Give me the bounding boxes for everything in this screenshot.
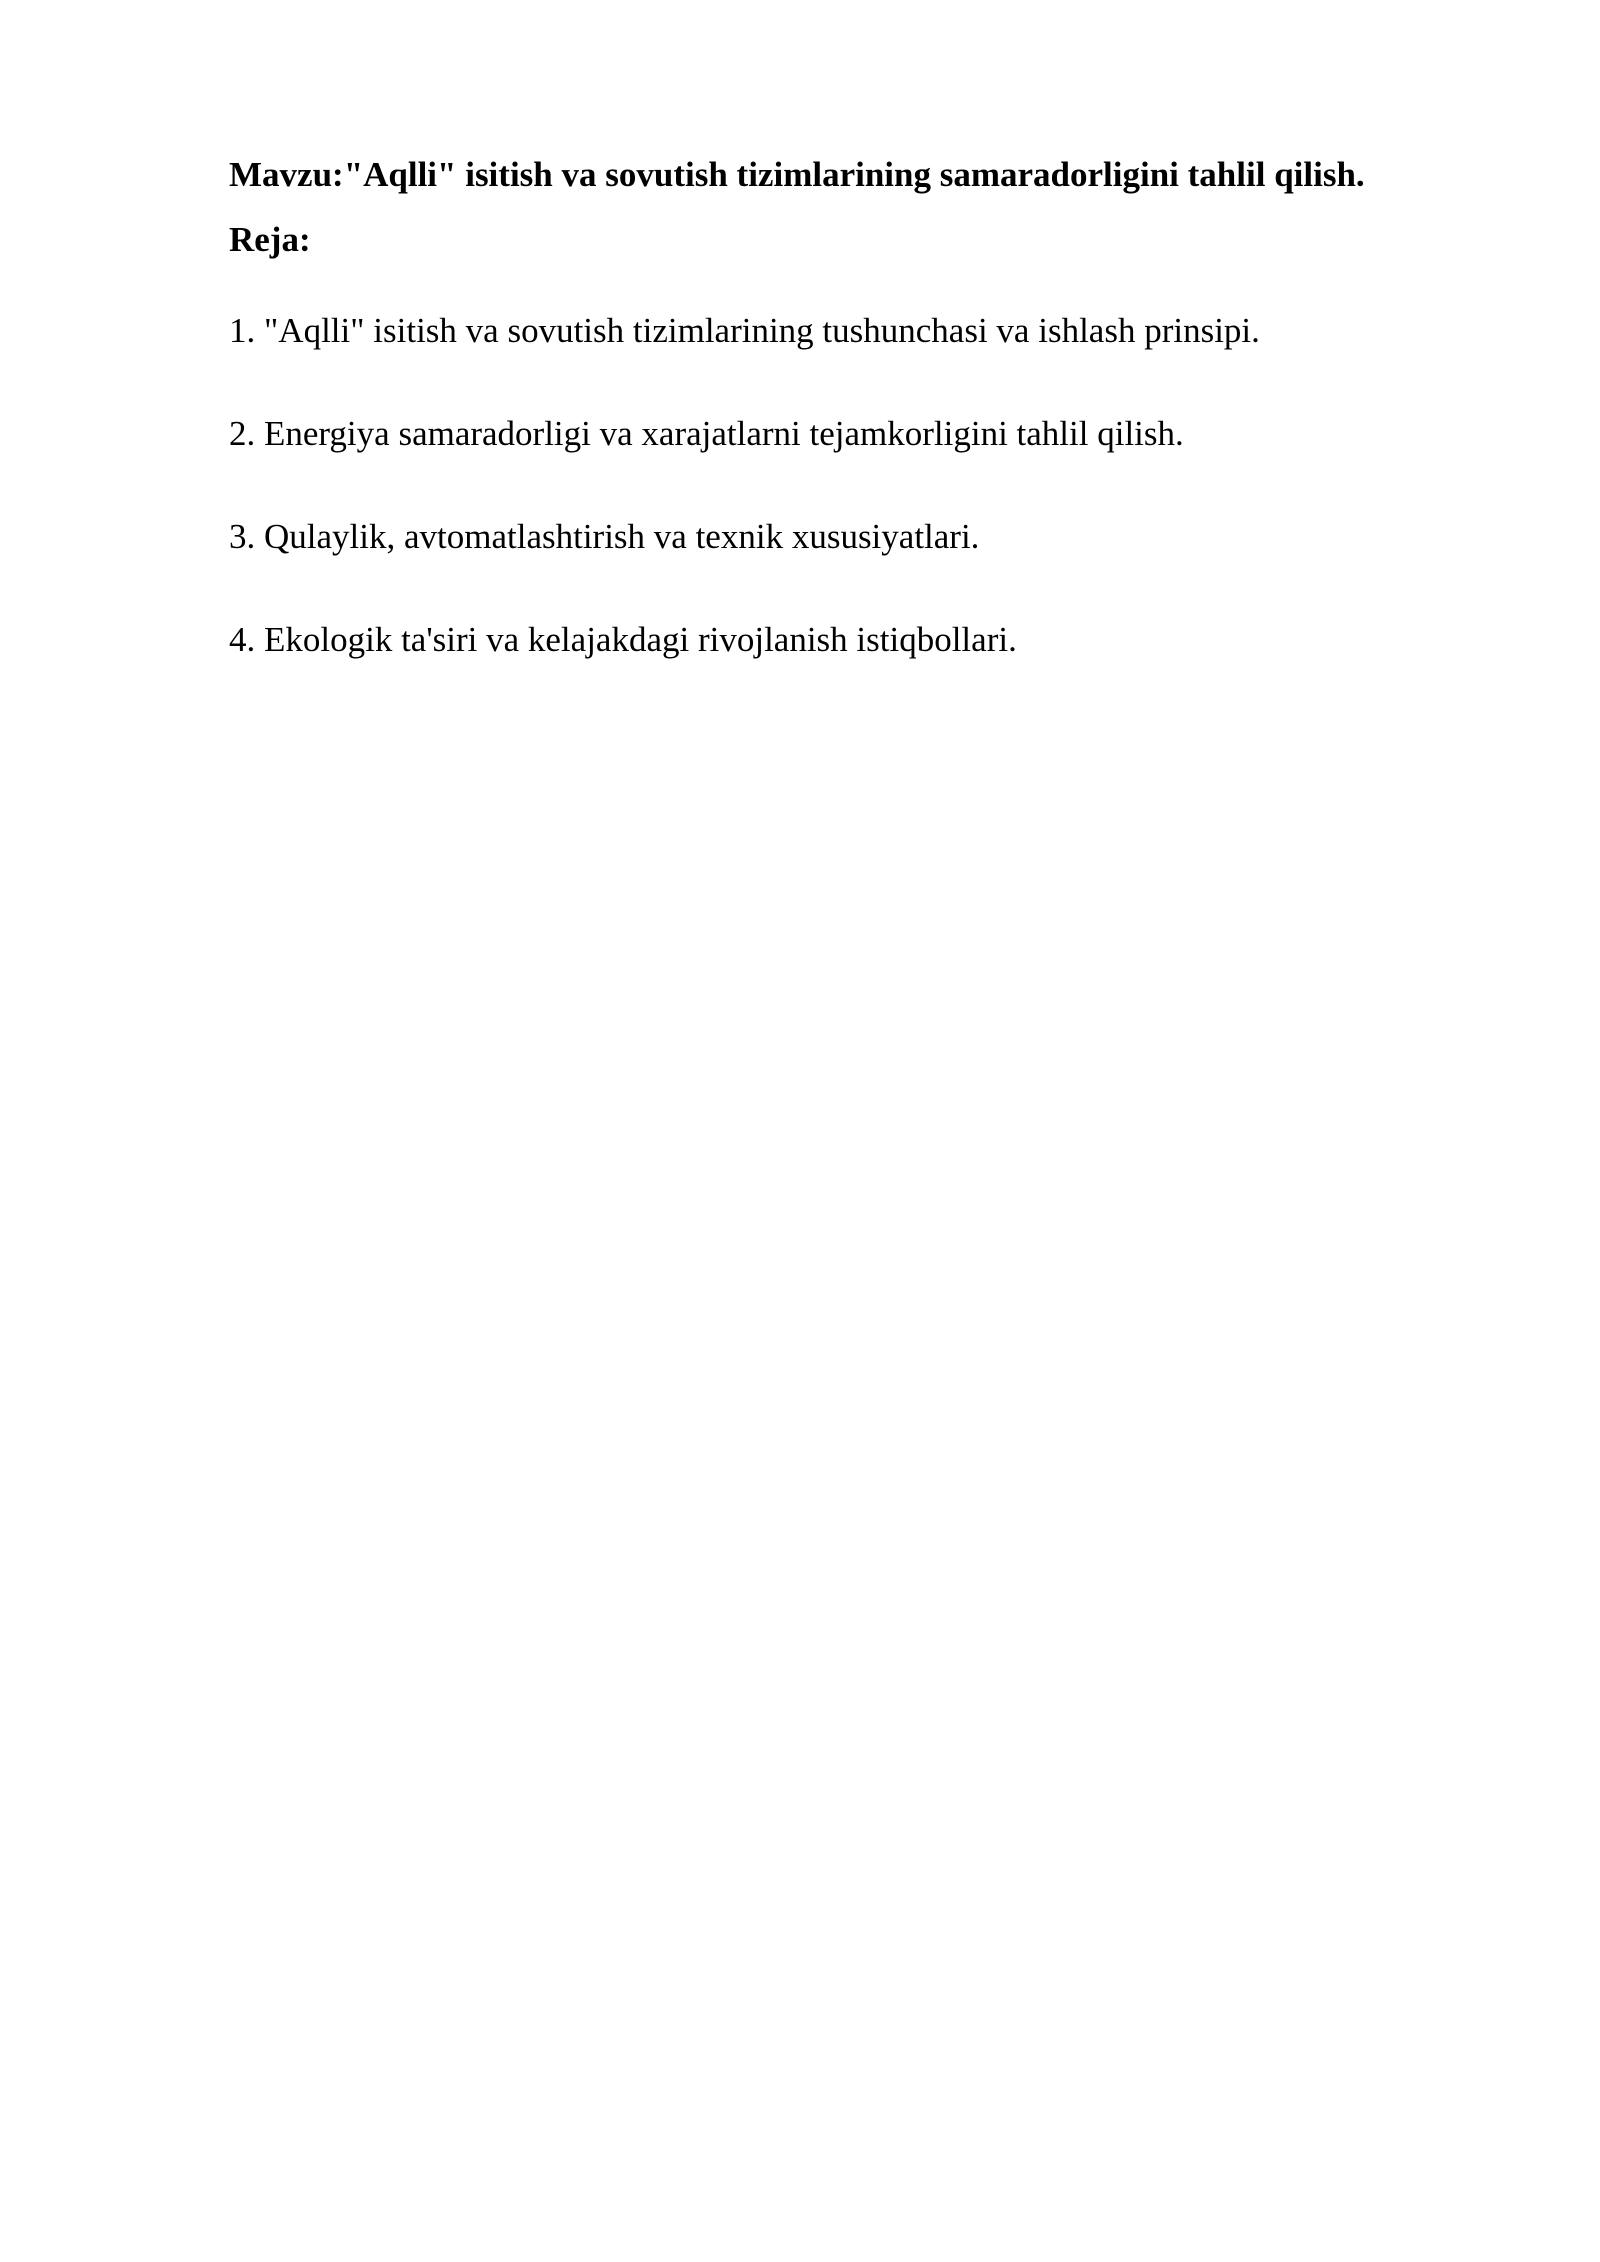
document-title: Mavzu:"Aqlli" isitish va sovutish tizimlarining samaradorligini tahlil qilish. (229, 155, 1365, 194)
plan-heading: Reja: (229, 220, 311, 259)
plan-item-4: 4. Ekologik ta'siri va kelajakdagi rivojlanish istiqbollari. (229, 620, 1017, 659)
plan-item-3: 3. Qulaylik, avtomatlashtirish va texnik xususiyatlari. (229, 517, 980, 556)
plan-item-1: 1. "Aqlli" isitish va sovutish tizimlarining tushunchasi va ishlash prinsipi. (229, 311, 1260, 350)
document-body (229, 150, 1529, 718)
plan-item-2: 2. Energiya samaradorligi va xarajatlarni tejamkorligini tahlil qilish. (229, 414, 1184, 453)
plan-list (229, 306, 1529, 665)
